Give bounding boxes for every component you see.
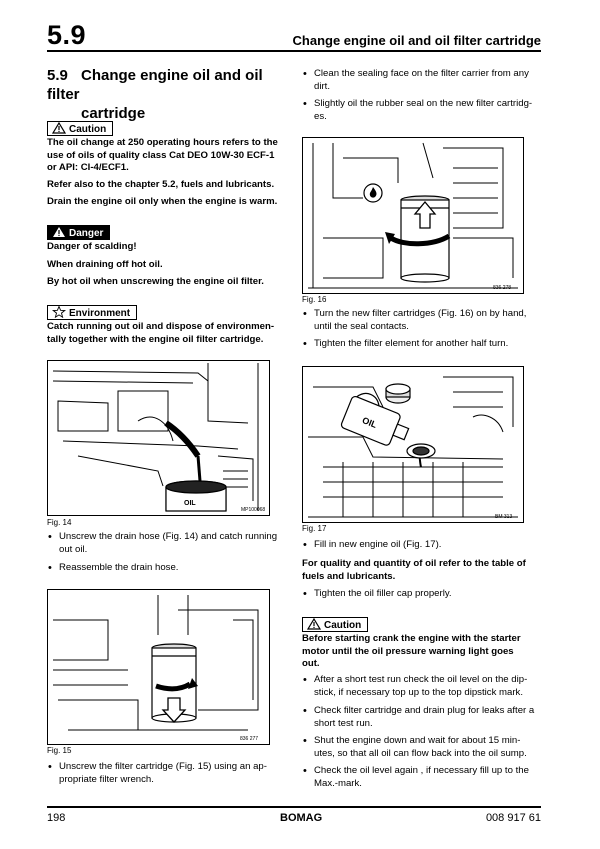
warning-triangle-icon (307, 618, 321, 630)
text-line: es. (314, 110, 327, 122)
environment-text (47, 321, 274, 346)
text-line: until the seal contacts. (314, 320, 409, 332)
caution-label-left (47, 121, 113, 136)
figure-16-install-filter (302, 137, 524, 294)
filter-removal-illustration (48, 590, 269, 744)
text-line: fuels and lubricants. (302, 570, 396, 582)
text-line: short test run. (314, 717, 373, 729)
figure-code: BM 313 (495, 514, 513, 520)
header-section-number: 5.9 (47, 20, 87, 50)
figure-code: 836 278 (493, 285, 512, 291)
bullet-check-dipstick (302, 674, 559, 699)
text-line: • After a short test run check the oil level on the dip- (314, 674, 528, 685)
environment-label-text: Environment (69, 308, 131, 319)
section-title (47, 66, 297, 123)
bullet-clean-sealing-face (302, 68, 554, 93)
can-label: OIL (360, 415, 379, 430)
bullet-fill-oil (302, 539, 441, 552)
text-line: Before starting crank the engine with the starter (302, 633, 521, 644)
text-line: • Shut the engine down and wait for about 15 min- (314, 735, 521, 746)
text-line: • Slightly oil the rubber seal on the new filter cartridg- (314, 98, 533, 109)
caution-text-left (47, 137, 297, 175)
text-line: • Unscrew the drain hose (Fig. 14) and catch running (59, 531, 278, 542)
danger-label-text: Danger (69, 228, 104, 239)
warning-triangle-icon (52, 226, 66, 238)
figure-code: 836 277 (240, 736, 259, 742)
text-line: • Tighten the filter element for another half turn. (314, 338, 509, 349)
flower-icon (52, 306, 66, 318)
figure-15-filter-cartridge (47, 589, 270, 745)
bullet-oil-rubber-seal (302, 98, 554, 123)
caution-label-text: Caution (324, 620, 362, 631)
caution-label-right (302, 617, 368, 632)
filter-install-illustration (303, 138, 523, 293)
text-line: Catch running out oil and dispose of environmen- (47, 321, 275, 332)
footer-brand: BOMAG (280, 812, 323, 824)
section-title-line1: Change engine oil and oil filter (47, 67, 263, 103)
environment-label (47, 305, 137, 320)
bullet-turn-new-filter (302, 308, 554, 333)
text-line: • Tighten the oil filler cap properly. (314, 588, 452, 599)
page-number: 198 (47, 812, 66, 824)
text-line: • Check filter cartridge and drain plug for leaks after a (314, 705, 535, 716)
figure-15-caption: Fig. 15 (47, 746, 72, 755)
figure-16-caption: Fig. 16 (302, 295, 327, 304)
figure-14-caption: Fig. 14 (47, 518, 72, 527)
text-line: • Clean the sealing face on the filter carrier from any (314, 68, 529, 79)
figure-17-fill-oil (302, 366, 524, 523)
quality-note (302, 558, 547, 583)
text-line: out. (302, 658, 320, 669)
bullet-check-oil-level (302, 765, 559, 790)
text-line: utes, so that all oil can flow back into the oil sump. (314, 747, 527, 759)
caution-text-right (302, 633, 547, 671)
bullet-tighten-cap (302, 588, 452, 601)
footer-rule (47, 806, 541, 808)
text-line: The oil change at 250 operating hours refers to the (47, 137, 278, 148)
text-line: use of oils of quality class Cat DEO 10W-30 ECF-1 (47, 149, 275, 161)
figure-17-caption: Fig. 17 (302, 524, 327, 533)
header-title: Change engine oil and oil filter cartridge (292, 33, 541, 48)
text-line: • Check the oil level again , if necessary fill up to the (314, 765, 529, 776)
danger-label (47, 225, 110, 240)
figure-14-drain-hose (47, 360, 270, 516)
text-line: • Reassemble the drain hose. (59, 562, 179, 573)
bullet-reassemble-drain-hose (47, 562, 178, 575)
warning-triangle-icon (52, 122, 66, 134)
text-line: For quality and quantity of oil refer to the table of (302, 558, 526, 569)
bullet-tighten-filter (302, 338, 508, 351)
bullet-unscrew-filter (47, 761, 299, 786)
danger-line-3: By hot oil when unscrewing the engine oil filter. (47, 276, 264, 287)
text-line: or API: CI-4/ECF1. (47, 162, 129, 173)
text-line: • Fill in new engine oil (Fig. 17). (314, 539, 442, 550)
document-number: 008 917 61 (485, 812, 541, 824)
text-line: • Unscrew the filter cartridge (Fig. 15) using an ap- (59, 761, 267, 772)
text-line: out oil. (59, 543, 88, 555)
figure-code: MP100068 (241, 507, 266, 513)
text-line: propriate filter wrench. (59, 773, 154, 785)
drain-hose-illustration (48, 361, 269, 515)
section-title-line2: cartridge (81, 105, 146, 122)
bullet-unscrew-drain-hose (47, 531, 299, 556)
bullet-check-leaks (302, 705, 559, 730)
refer-text: Refer also to the chapter 5.2, fuels and lubricants. (47, 179, 275, 190)
can-label: OIL (184, 500, 196, 507)
text-line: Max.-mark. (314, 777, 362, 789)
bullet-shut-engine (302, 735, 559, 760)
text-line: tally together with the engine oil filter cartridge. (47, 333, 264, 345)
text-line: dirt. (314, 80, 330, 92)
danger-line-1: Danger of scalding! (47, 241, 137, 252)
text-line: • Turn the new filter cartridges (Fig. 16) on by hand, (314, 308, 527, 319)
text-line: stick, if necessary top up to the top dipstick mark. (314, 686, 524, 698)
danger-line-2: When draining off hot oil. (47, 259, 163, 270)
oil-fill-illustration (303, 367, 523, 522)
header-rule (47, 50, 541, 52)
drain-text: Drain the engine oil only when the engine is warm. (47, 196, 278, 207)
text-line: motor until the oil pressure warning light goes (302, 645, 514, 657)
section-title-number: 5.9 (47, 67, 68, 84)
caution-label-text: Caution (69, 124, 107, 135)
